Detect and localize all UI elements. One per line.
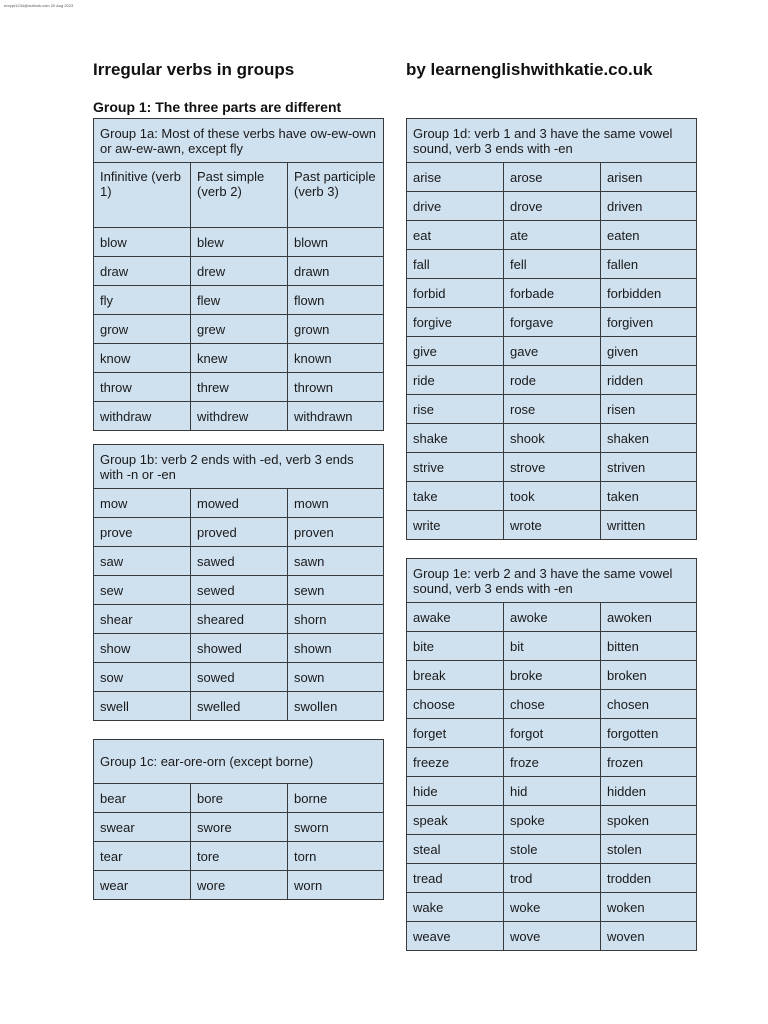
verb-infinitive: tread — [407, 864, 504, 893]
column-header-row — [94, 163, 384, 228]
verb-past-simple: forgot — [504, 719, 601, 748]
table-row — [407, 806, 697, 835]
table-row — [94, 547, 384, 576]
group-title: Group 1c: ear-ore-orn (except borne) — [94, 740, 384, 784]
table-row — [94, 286, 384, 315]
verb-infinitive: fall — [407, 250, 504, 279]
verb-past-simple: showed — [191, 634, 288, 663]
verb-past-participle: withdrawn — [288, 402, 384, 431]
group-header-row — [94, 119, 384, 163]
table-row — [407, 690, 697, 719]
table-group-1e — [406, 558, 697, 951]
verb-infinitive: prove — [94, 518, 191, 547]
verb-past-simple: wrote — [504, 511, 601, 540]
verb-infinitive: fly — [94, 286, 191, 315]
verb-infinitive: forgive — [407, 308, 504, 337]
verb-infinitive: grow — [94, 315, 191, 344]
verb-infinitive: bite — [407, 632, 504, 661]
table-row — [407, 192, 697, 221]
table-group-1a — [93, 118, 384, 431]
group-title: Group 1a: Most of these verbs have ow-ew-own or aw-ew-awn, except fly — [94, 119, 384, 163]
verb-past-simple: rose — [504, 395, 601, 424]
verb-past-simple: swelled — [191, 692, 288, 721]
table-row — [94, 518, 384, 547]
group-header-row — [407, 119, 697, 163]
verb-past-participle: woven — [601, 922, 697, 951]
table-row — [407, 632, 697, 661]
verb-past-participle: written — [601, 511, 697, 540]
verb-infinitive: forbid — [407, 279, 504, 308]
verb-infinitive: break — [407, 661, 504, 690]
verb-infinitive: blow — [94, 228, 191, 257]
table-group-1c — [93, 739, 384, 900]
verb-infinitive: awake — [407, 603, 504, 632]
table-row — [407, 453, 697, 482]
verb-past-simple: ate — [504, 221, 601, 250]
verb-infinitive: speak — [407, 806, 504, 835]
verb-infinitive: withdraw — [94, 402, 191, 431]
verb-infinitive: steal — [407, 835, 504, 864]
verb-past-participle: shaken — [601, 424, 697, 453]
verb-past-participle: driven — [601, 192, 697, 221]
table-row — [407, 511, 697, 540]
verb-past-participle: striven — [601, 453, 697, 482]
table-row — [94, 842, 384, 871]
page-title: Irregular verbs in groups — [93, 60, 295, 79]
table-row — [407, 424, 697, 453]
table-row — [407, 308, 697, 337]
table-row — [94, 315, 384, 344]
verb-past-simple: woke — [504, 893, 601, 922]
verb-past-participle: known — [288, 344, 384, 373]
verb-infinitive: show — [94, 634, 191, 663]
verb-past-participle: bitten — [601, 632, 697, 661]
verb-past-simple: strove — [504, 453, 601, 482]
verb-infinitive: sow — [94, 663, 191, 692]
verb-infinitive: shear — [94, 605, 191, 634]
table-row — [94, 605, 384, 634]
group-header-row — [94, 445, 384, 489]
verb-infinitive: eat — [407, 221, 504, 250]
verb-past-simple: drove — [504, 192, 601, 221]
verb-infinitive: know — [94, 344, 191, 373]
table-row — [407, 603, 697, 632]
group-header-row — [94, 740, 384, 784]
verb-past-participle: torn — [288, 842, 384, 871]
verb-infinitive: weave — [407, 922, 504, 951]
verb-infinitive: tear — [94, 842, 191, 871]
verb-past-simple: proved — [191, 518, 288, 547]
verb-past-participle: borne — [288, 784, 384, 813]
verb-past-simple: drew — [191, 257, 288, 286]
verb-infinitive: strive — [407, 453, 504, 482]
verb-past-simple: awoke — [504, 603, 601, 632]
verb-infinitive: freeze — [407, 748, 504, 777]
verb-past-simple: wove — [504, 922, 601, 951]
group-title: Group 1d: verb 1 and 3 have the same vowel sound, verb 3 ends with -en — [407, 119, 697, 163]
verb-past-participle: forbidden — [601, 279, 697, 308]
table-group-1d — [406, 118, 697, 540]
table-row — [94, 663, 384, 692]
verb-past-simple: arose — [504, 163, 601, 192]
verb-infinitive: wear — [94, 871, 191, 900]
verb-past-participle: chosen — [601, 690, 697, 719]
verb-past-simple: gave — [504, 337, 601, 366]
verb-past-participle: fallen — [601, 250, 697, 279]
verb-infinitive: sew — [94, 576, 191, 605]
group-header-row — [407, 559, 697, 603]
verb-past-participle: arisen — [601, 163, 697, 192]
verb-infinitive: hide — [407, 777, 504, 806]
verb-past-simple: sowed — [191, 663, 288, 692]
verb-past-simple: hid — [504, 777, 601, 806]
verb-infinitive: shake — [407, 424, 504, 453]
verb-past-simple: flew — [191, 286, 288, 315]
verb-past-simple: tore — [191, 842, 288, 871]
verb-past-participle: flown — [288, 286, 384, 315]
verb-past-participle: hidden — [601, 777, 697, 806]
verb-past-participle: forgotten — [601, 719, 697, 748]
verb-infinitive: throw — [94, 373, 191, 402]
verb-infinitive: give — [407, 337, 504, 366]
verb-past-simple: knew — [191, 344, 288, 373]
verb-past-participle: trodden — [601, 864, 697, 893]
verb-past-participle: taken — [601, 482, 697, 511]
table-row — [94, 692, 384, 721]
verb-past-simple: broke — [504, 661, 601, 690]
verb-past-participle: proven — [288, 518, 384, 547]
verb-past-participle: worn — [288, 871, 384, 900]
table-row — [407, 337, 697, 366]
verb-past-simple: withdrew — [191, 402, 288, 431]
verb-past-simple: threw — [191, 373, 288, 402]
verb-past-simple: sawed — [191, 547, 288, 576]
verb-past-simple: wore — [191, 871, 288, 900]
table-row — [407, 893, 697, 922]
table-row — [94, 257, 384, 286]
verb-past-simple: forbade — [504, 279, 601, 308]
verb-past-participle: mown — [288, 489, 384, 518]
column-header: Past simple (verb 2) — [191, 163, 288, 228]
table-row — [94, 489, 384, 518]
verb-past-participle: thrown — [288, 373, 384, 402]
verb-past-simple: spoke — [504, 806, 601, 835]
verb-past-participle: sawn — [288, 547, 384, 576]
verb-past-participle: sworn — [288, 813, 384, 842]
table-row — [407, 922, 697, 951]
verb-past-participle: sown — [288, 663, 384, 692]
verb-past-participle: grown — [288, 315, 384, 344]
section-subtitle: Group 1: The three parts are different — [93, 99, 342, 115]
table-row — [407, 366, 697, 395]
verb-past-simple: sewed — [191, 576, 288, 605]
verb-infinitive: bear — [94, 784, 191, 813]
verb-past-simple: blew — [191, 228, 288, 257]
verb-past-participle: shown — [288, 634, 384, 663]
verb-infinitive: mow — [94, 489, 191, 518]
verb-past-participle: forgiven — [601, 308, 697, 337]
verb-infinitive: write — [407, 511, 504, 540]
table-row — [407, 221, 697, 250]
verb-past-simple: bore — [191, 784, 288, 813]
column-header: Past participle (verb 3) — [288, 163, 384, 228]
verb-infinitive: forget — [407, 719, 504, 748]
table-row — [94, 228, 384, 257]
verb-past-simple: shook — [504, 424, 601, 453]
verb-past-participle: swollen — [288, 692, 384, 721]
verb-past-participle: risen — [601, 395, 697, 424]
verb-past-participle: blown — [288, 228, 384, 257]
verb-past-participle: eaten — [601, 221, 697, 250]
document-header-note: enrypt1234@outlook.com 20 Aug 2023 — [4, 3, 74, 8]
table-row — [407, 250, 697, 279]
verb-infinitive: arise — [407, 163, 504, 192]
verb-past-participle: ridden — [601, 366, 697, 395]
verb-past-participle: broken — [601, 661, 697, 690]
verb-past-simple: trod — [504, 864, 601, 893]
table-group-1b — [93, 444, 384, 721]
verb-past-simple: froze — [504, 748, 601, 777]
verb-past-simple: sheared — [191, 605, 288, 634]
table-row — [94, 634, 384, 663]
verb-past-participle: stolen — [601, 835, 697, 864]
table-row — [94, 344, 384, 373]
verb-past-simple: chose — [504, 690, 601, 719]
verb-past-participle: given — [601, 337, 697, 366]
verb-past-participle: woken — [601, 893, 697, 922]
verb-past-simple: bit — [504, 632, 601, 661]
verb-past-simple: fell — [504, 250, 601, 279]
table-row — [94, 784, 384, 813]
table-row — [407, 395, 697, 424]
verb-past-participle: frozen — [601, 748, 697, 777]
verb-past-simple: mowed — [191, 489, 288, 518]
table-row — [407, 835, 697, 864]
table-row — [407, 864, 697, 893]
table-row — [407, 719, 697, 748]
verb-past-participle: spoken — [601, 806, 697, 835]
verb-infinitive: swell — [94, 692, 191, 721]
verb-past-simple: swore — [191, 813, 288, 842]
verb-past-simple: took — [504, 482, 601, 511]
verb-infinitive: drive — [407, 192, 504, 221]
group-title: Group 1b: verb 2 ends with -ed, verb 3 ends with -n or -en — [94, 445, 384, 489]
verb-infinitive: rise — [407, 395, 504, 424]
verb-past-simple: forgave — [504, 308, 601, 337]
verb-past-participle: awoken — [601, 603, 697, 632]
verb-infinitive: take — [407, 482, 504, 511]
verb-infinitive: swear — [94, 813, 191, 842]
table-row — [407, 748, 697, 777]
verb-infinitive: wake — [407, 893, 504, 922]
group-title: Group 1e: verb 2 and 3 have the same vowel sound, verb 3 ends with -en — [407, 559, 697, 603]
verb-past-participle: sewn — [288, 576, 384, 605]
table-row — [407, 163, 697, 192]
verb-past-participle: drawn — [288, 257, 384, 286]
table-row — [407, 279, 697, 308]
table-row — [94, 813, 384, 842]
verb-infinitive: choose — [407, 690, 504, 719]
table-row — [407, 777, 697, 806]
table-row — [94, 402, 384, 431]
verb-infinitive: draw — [94, 257, 191, 286]
table-row — [407, 482, 697, 511]
table-row — [94, 576, 384, 605]
table-row — [407, 661, 697, 690]
table-row — [94, 871, 384, 900]
verb-past-simple: grew — [191, 315, 288, 344]
verb-past-participle: shorn — [288, 605, 384, 634]
verb-infinitive: saw — [94, 547, 191, 576]
verb-infinitive: ride — [407, 366, 504, 395]
verb-past-simple: stole — [504, 835, 601, 864]
table-row — [94, 373, 384, 402]
page-author-credit: by learnenglishwithkatie.co.uk — [406, 60, 653, 79]
verb-past-simple: rode — [504, 366, 601, 395]
column-header: Infinitive (verb 1) — [94, 163, 191, 228]
